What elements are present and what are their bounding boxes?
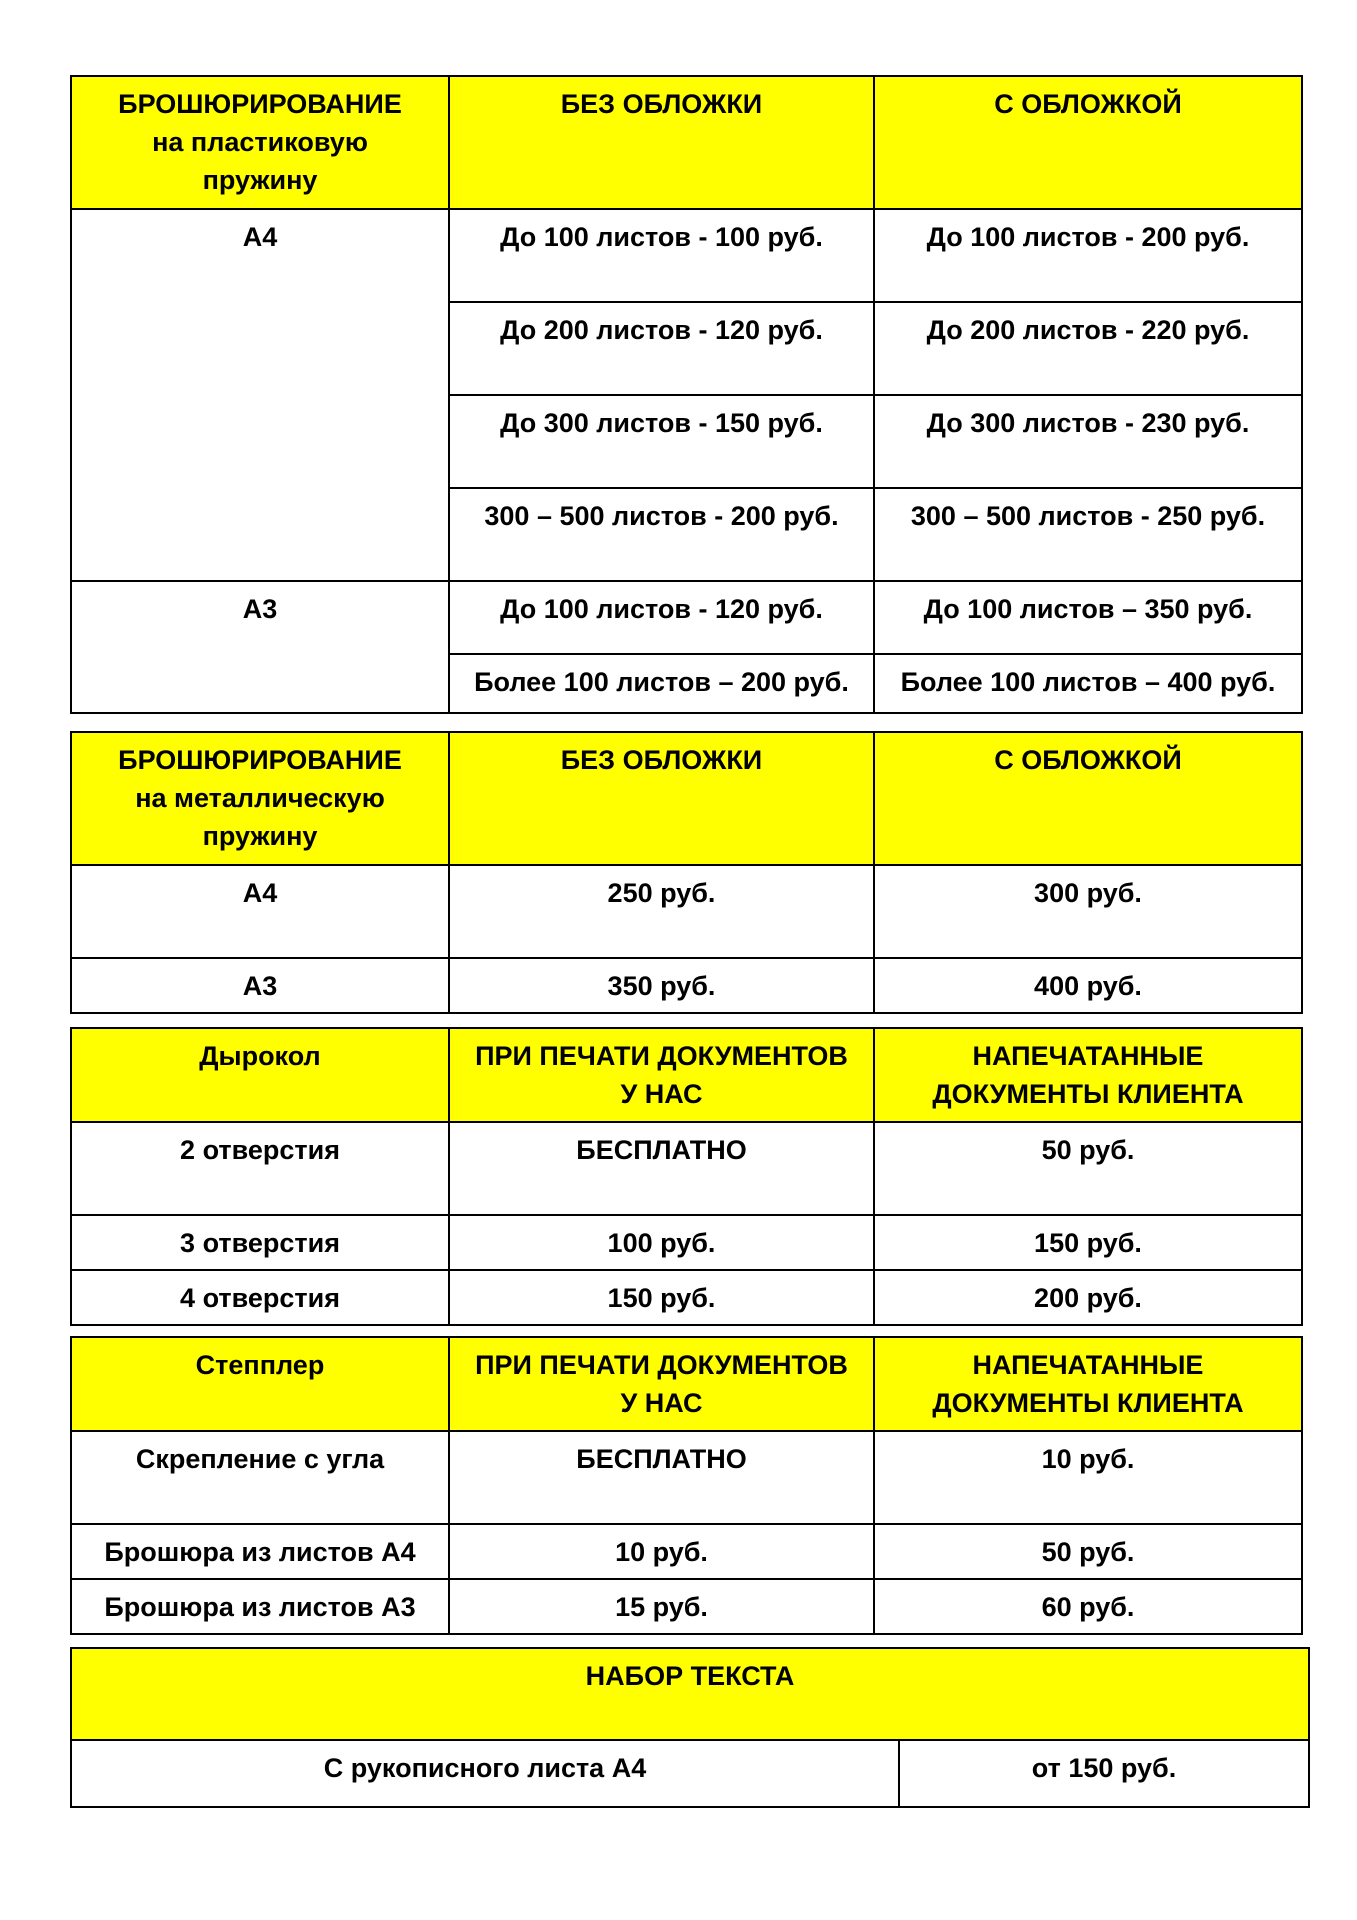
price-cell: 150 руб. (449, 1270, 874, 1325)
price-cell: 50 руб. (874, 1122, 1302, 1215)
table-row (71, 1740, 1309, 1807)
typing-table (70, 1647, 1310, 1808)
price-cell: До 300 листов - 150 руб. (449, 395, 874, 488)
plastic-binding-service-line3: пружину (202, 165, 318, 195)
typing-header-row (71, 1648, 1309, 1740)
our-print-header-line2: У НАС (620, 1388, 703, 1418)
client-header-line2: ДОКУМЕНТЫ КЛИЕНТА (932, 1079, 1244, 1109)
row-label: Брошюра из листов А3 (71, 1579, 449, 1634)
plastic-binding-service-line2: на пластиковую (152, 127, 368, 157)
our-print-header-line1: ПРИ ПЕЧАТИ ДОКУМЕНТОВ (475, 1041, 848, 1071)
price-cell: 15 руб. (449, 1579, 874, 1634)
row-label: 4 отверстия (71, 1270, 449, 1325)
table-row (71, 209, 1302, 302)
price-cell: 400 руб. (874, 958, 1302, 1013)
stapler-header-row (71, 1337, 1302, 1431)
format-a4-label: А4 (71, 209, 449, 581)
our-print-header-line1: ПРИ ПЕЧАТИ ДОКУМЕНТОВ (475, 1350, 848, 1380)
row-label: С рукописного листа А4 (71, 1740, 899, 1807)
plastic-binding-table (70, 75, 1303, 714)
plastic-binding-service-line1: БРОШЮРИРОВАНИЕ (118, 89, 402, 119)
price-cell: 150 руб. (874, 1215, 1302, 1270)
price-cell: 300 руб. (874, 865, 1302, 958)
table-row (71, 1122, 1302, 1215)
metal-binding-service-line2: на металлическую (135, 783, 385, 813)
price-cell: До 200 листов - 120 руб. (449, 302, 874, 395)
metal-binding-service-line3: пружину (202, 821, 318, 851)
price-cell: 350 руб. (449, 958, 874, 1013)
price-cell: 60 руб. (874, 1579, 1302, 1634)
row-label: 3 отверстия (71, 1215, 449, 1270)
price-cell: 10 руб. (874, 1431, 1302, 1524)
plastic-binding-service-header (71, 76, 449, 209)
price-cell: 300 – 500 листов - 200 руб. (449, 488, 874, 581)
client-header-line2: ДОКУМЕНТЫ КЛИЕНТА (932, 1388, 1244, 1418)
hole-punch-our-print-header (449, 1028, 874, 1122)
price-cell: 100 руб. (449, 1215, 874, 1270)
plastic-binding-header-row (71, 76, 1302, 209)
plastic-binding-no-cover-header: БЕЗ ОБЛОЖКИ (449, 76, 874, 209)
hole-punch-client-header (874, 1028, 1302, 1122)
metal-binding-service-header (71, 732, 449, 865)
price-cell: До 100 листов - 120 руб. (449, 581, 874, 654)
stapler-client-header (874, 1337, 1302, 1431)
price-cell: До 300 листов - 230 руб. (874, 395, 1302, 488)
hole-punch-header-row (71, 1028, 1302, 1122)
metal-binding-no-cover-header: БЕЗ ОБЛОЖКИ (449, 732, 874, 865)
format-label: А3 (71, 958, 449, 1013)
format-a3-label: А3 (71, 581, 449, 713)
row-label: Скрепление с угла (71, 1431, 449, 1524)
row-label: Брошюра из листов А4 (71, 1524, 449, 1579)
price-cell: До 200 листов - 220 руб. (874, 302, 1302, 395)
our-print-header-line2: У НАС (620, 1079, 703, 1109)
plastic-binding-with-cover-header: С ОБЛОЖКОЙ (874, 76, 1302, 209)
typing-header: НАБОР ТЕКСТА (71, 1648, 1309, 1740)
price-cell: 10 руб. (449, 1524, 874, 1579)
price-cell: Более 100 листов – 200 руб. (449, 654, 874, 713)
table-row (71, 1579, 1302, 1634)
table-row (71, 865, 1302, 958)
price-cell: Более 100 листов – 400 руб. (874, 654, 1302, 713)
metal-binding-with-cover-header: С ОБЛОЖКОЙ (874, 732, 1302, 865)
metal-binding-header-row (71, 732, 1302, 865)
stapler-our-print-header (449, 1337, 874, 1431)
table-row (71, 581, 1302, 654)
price-cell: До 100 листов – 350 руб. (874, 581, 1302, 654)
client-header-line1: НАПЕЧАТАННЫЕ (972, 1041, 1204, 1071)
format-label: А4 (71, 865, 449, 958)
hole-punch-service-header: Дырокол (71, 1028, 449, 1122)
metal-binding-table (70, 731, 1303, 1014)
price-cell: До 100 листов - 100 руб. (449, 209, 874, 302)
hole-punch-table (70, 1027, 1303, 1326)
row-label: 2 отверстия (71, 1122, 449, 1215)
table-row (71, 958, 1302, 1013)
price-cell: До 100 листов - 200 руб. (874, 209, 1302, 302)
table-row (71, 1215, 1302, 1270)
stapler-service-header: Степплер (71, 1337, 449, 1431)
price-cell: от 150 руб. (899, 1740, 1309, 1807)
table-row (71, 1270, 1302, 1325)
price-cell: 300 – 500 листов - 250 руб. (874, 488, 1302, 581)
client-header-line1: НАПЕЧАТАННЫЕ (972, 1350, 1204, 1380)
price-cell: БЕСПЛАТНО (449, 1431, 874, 1524)
price-cell: 250 руб. (449, 865, 874, 958)
table-row (71, 1524, 1302, 1579)
metal-binding-service-line1: БРОШЮРИРОВАНИЕ (118, 745, 402, 775)
price-cell: 50 руб. (874, 1524, 1302, 1579)
table-row (71, 1431, 1302, 1524)
price-cell: БЕСПЛАТНО (449, 1122, 874, 1215)
stapler-table (70, 1336, 1303, 1635)
price-cell: 200 руб. (874, 1270, 1302, 1325)
